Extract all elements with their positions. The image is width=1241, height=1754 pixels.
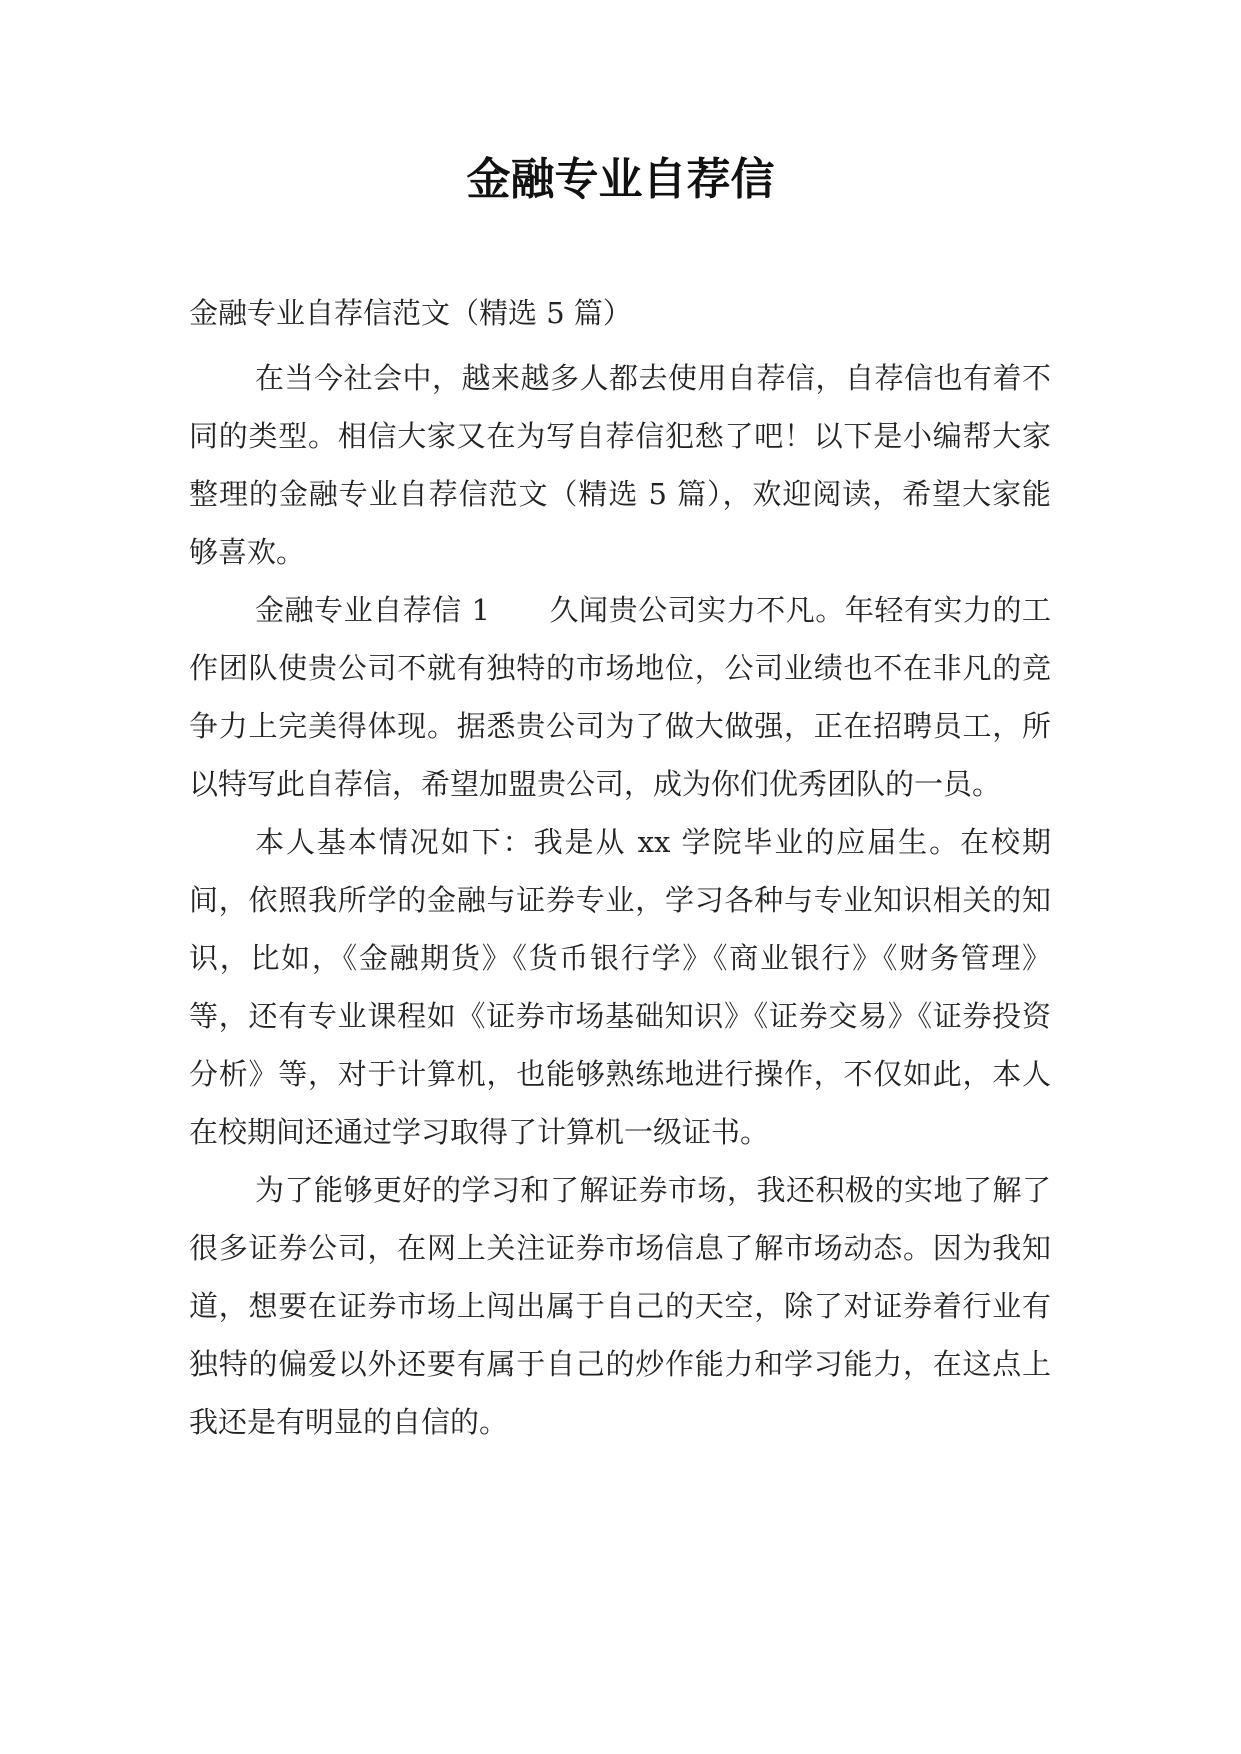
document-body [189, 349, 1051, 1451]
document-title: 金融专业自荐信 [466, 154, 775, 205]
document-subtitle: 金融专业自荐信范文（精选 5 篇） [189, 296, 632, 330]
paragraph-market-study: 为了能够更好的学习和了解证券市场，我还积极的实地了解了很多证券公司，在网上关注证券市场信息了解市场动态。因为我知道，想要在证券市场上闯出属于自己的天空，除了对证券着行业有独特的偏爱以外还要有属于自己的炒作能力和学习能力，在这点上我还是有明显的自信的。 [189, 1173, 1051, 1439]
paragraph-intro: 在当今社会中，越来越多人都去使用自荐信，自荐信也有着不同的类型。相信大家又在为写自荐信犯愁了吧！以下是小编帮大家整理的金融专业自荐信范文（精选 5 篇），欢迎阅读，希望大家能够喜欢。 [189, 361, 1051, 569]
paragraph-letter-opening: 金融专业自荐信 1 久闻贵公司实力不凡。年轻有实力的工作团队使贵公司不就有独特的市场地位，公司业绩也不在非凡的竞争力上完美得体现。据悉贵公司为了做大做强，正在招聘员工，所以特写此自荐信，希望加盟贵公司，成为你们优秀团队的一员。 [189, 593, 1051, 801]
paragraph-basic-info: 本人基本情况如下：我是从 xx 学院毕业的应届生。在校期间，依照我所学的金融与证券专业，学习各种与专业知识相关的知识，比如，《金融期货》《货币银行学》《商业银行》《财务管理》等，还有专业课程如《证券市场基础知识》《证券交易》《证券投资分析》等，对于计算机，也能够熟练地进行操作，不仅如此，本人在校期间还通过学习取得了计算机一级证书。 [189, 825, 1051, 1149]
